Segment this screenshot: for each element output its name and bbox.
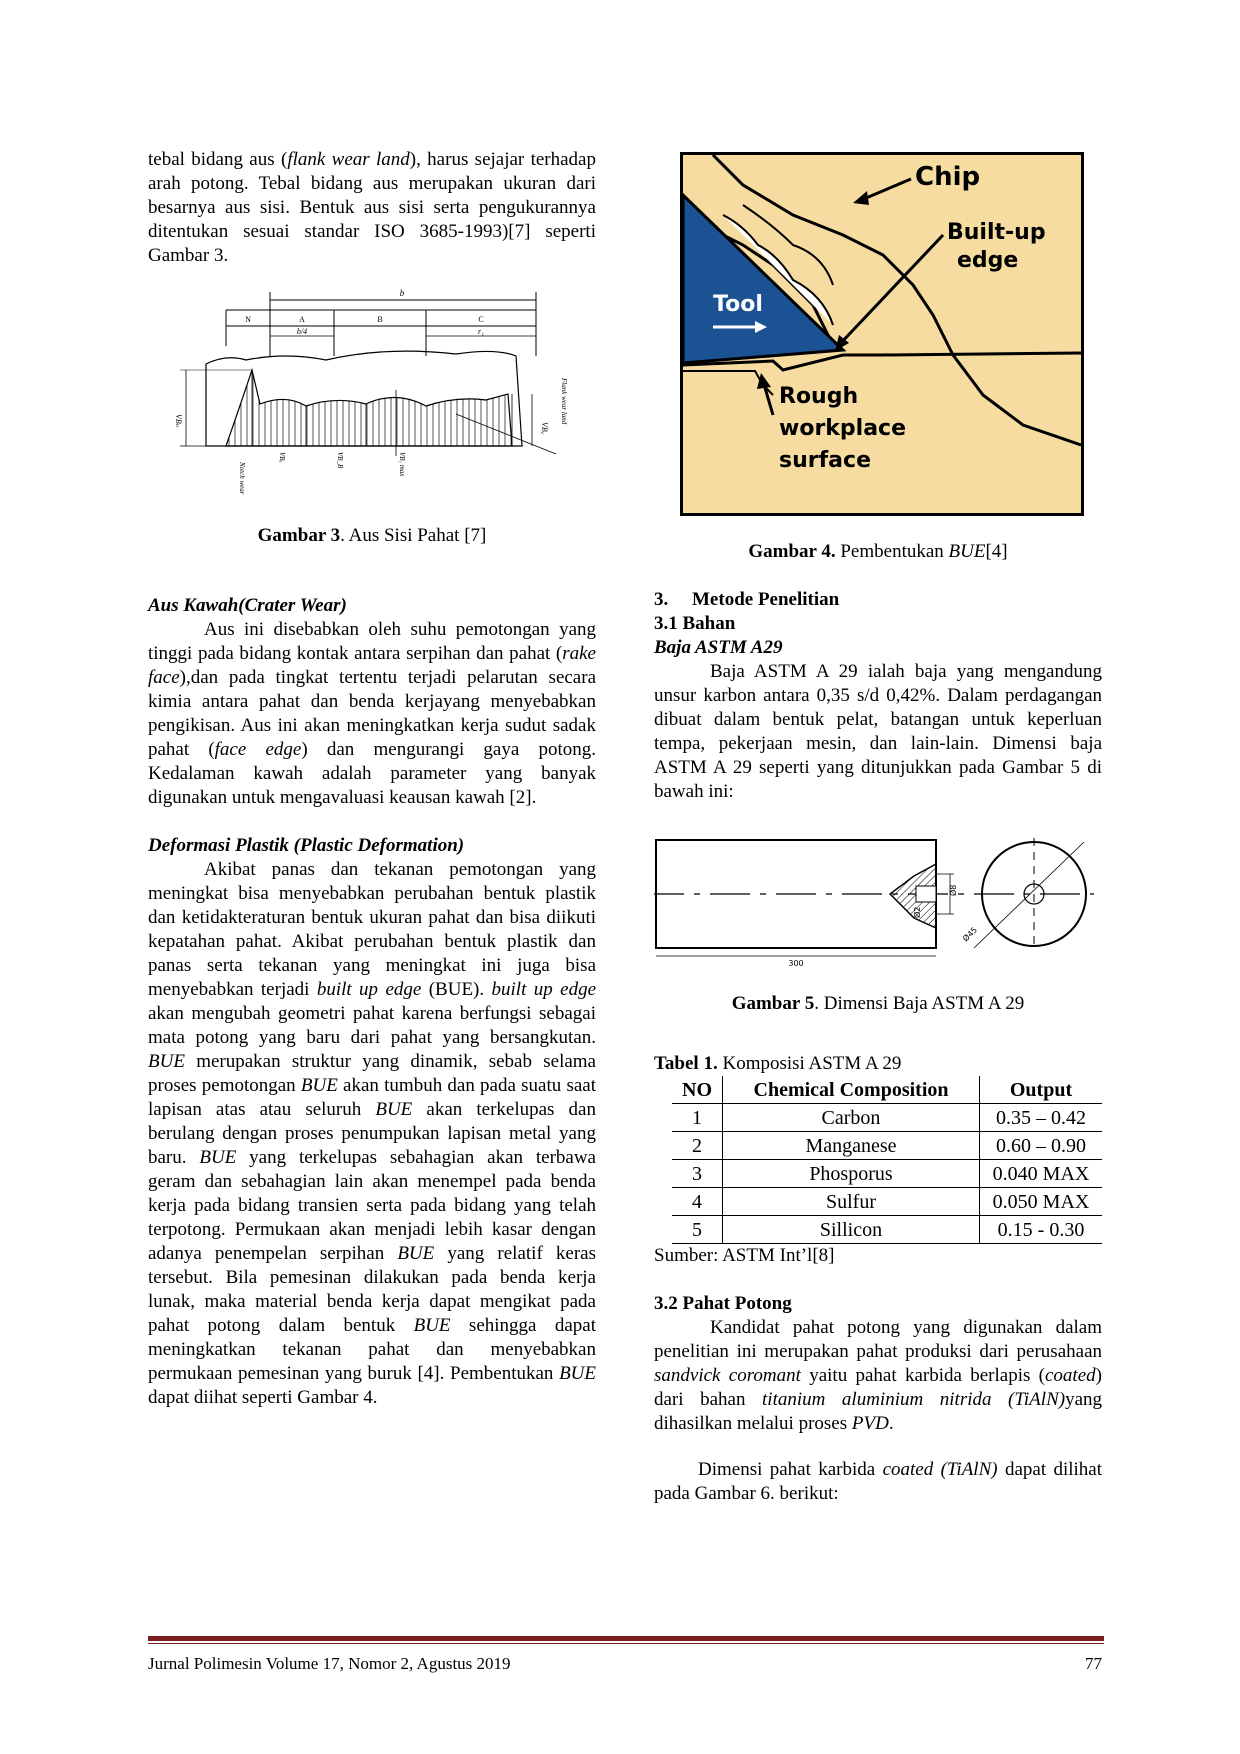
astm-drawing <box>654 838 1102 988</box>
label-b4: b/4 <box>296 327 308 336</box>
label-vbn: VBₙ <box>174 414 183 428</box>
label-flank: Flank wear land <box>560 378 568 425</box>
table-1-title: Tabel 1. Komposisi ASTM A 29 <box>654 1053 902 1074</box>
cell-element: Carbon <box>723 1104 980 1132</box>
label-vba: VBₐ <box>278 452 286 463</box>
cell-output: 0.050 MAX <box>980 1188 1103 1216</box>
crater-paragraph: Aus ini disebabkan oleh suhu pemotongan yang tinggi pada bidang kontak antara serpihan dan pahat (rake face),dan pada tingkat tertentu terjadi pelarutan secara kimia antara pahat dan benda kerjayang menyebabkan pengikisan. Aus ini akan meningkatkan kerja sudut sadak pahat (face edge) dan mengurangi gaya potong. Kedalaman kawah adalah parameter yang banyak digunakan untuk mengavaluasi keausan kawah [2]. <box>148 619 596 808</box>
label-built-up: Built-up <box>947 220 1046 245</box>
composition-table <box>672 1076 1102 1244</box>
figure-4 <box>654 152 1102 564</box>
section-31-subheading: Baja ASTM A29 <box>654 637 783 658</box>
table-row <box>672 1188 1102 1216</box>
label-vbb: VB_B <box>336 452 344 469</box>
footer-rule-thin <box>148 1643 1104 1644</box>
cell-output: 0.040 MAX <box>980 1160 1103 1188</box>
page-number: 77 <box>1085 1654 1102 1673</box>
label-a: A <box>299 315 305 324</box>
cell-no: 1 <box>672 1104 723 1132</box>
label-length: 300 <box>788 959 804 968</box>
label-vbc: VB꜀ <box>540 422 549 435</box>
right-column <box>654 148 1102 1506</box>
table-row <box>672 1216 1102 1244</box>
intro-paragraph: tebal bidang aus (flank wear land), harus sejajar terhadap arah potong. Tebal bidang aus merupakan ukuran dari besarnya aus sisi. Bentuk aus sisi serta pengukurannya ditentukan sesuai standar ISO 3685-1993)[7] seperti Gambar 3. <box>148 149 596 266</box>
section-3-heading: 3. Metode Penelitian <box>654 589 840 610</box>
section-32-heading: 3.2 Pahat Potong <box>654 1293 792 1314</box>
header-output: Output <box>980 1076 1103 1104</box>
cell-output: 0.60 – 0.90 <box>980 1132 1103 1160</box>
plastic-heading: Deformasi Plastik (Plastic Deformation) <box>148 835 465 856</box>
label-tool: Tool <box>713 292 763 317</box>
label-c: C <box>478 315 484 324</box>
label-r1: r₁ <box>478 327 484 336</box>
cell-output: 0.15 - 0.30 <box>980 1216 1103 1244</box>
label-d3: Ø45 <box>961 925 980 944</box>
label-workplace: workplace <box>779 416 907 441</box>
label-chip: Chip <box>915 162 981 192</box>
label-n: N <box>245 315 251 324</box>
cell-element: Sillicon <box>723 1216 980 1244</box>
figure-3-caption: Gambar 3. Aus Sisi Pahat [7] <box>257 525 487 546</box>
plastic-paragraph: Akibat panas dan tekanan pemotongan yang meningkat bisa menyebabkan perubahan bentuk plastik dan ketidakteraturan bentuk ukuran pahat dan bisa diikuti kepatahan pahat. Akibat perubahan bentuk plastik dan panas serta tekanan yang meningkat ini juga bisa menyebabkan terjadi built up edge (BUE). built up edge akan mengubah geometri pahat karena berfungsi sebagai mata potong yang baru dari pahat yang bersangkutan. BUE merupakan struktur yang dinamik, sebab selama proses pemotongan BUE akan tumbuh dan pada suatu saat lapisan atas atau seluruh BUE akan terkelupas dan berulang dengan proses penumpukan lapisan metal yang baru. BUE yang terkelupas sebahagian akan terbawa geram dan sebahagian lain akan menempel pada benda kerja pada bidang transien serta pada bidang yang telah terpotong. Permukaan akan menjadi lebih kasar dengan adanya penempelan serpihan BUE yang relatif keras tersebut. Bila pemesinan dilakukan pada benda kerja lunak, maka material benda kerja dapat mengikat pada pahat potong dalam bentuk BUE sehingga dapat meningkatkan tekanan pahat dan menyebabkan permukaan pemesinan yang buruk [4]. Pembentukan BUE dapat diihat seperti Gambar 4. <box>148 859 597 1408</box>
cell-element: Sulfur <box>723 1188 980 1216</box>
label-bzone: B <box>377 315 383 324</box>
section-31-paragraph: Baja ASTM A 29 ialah baja yang mengandung unsur karbon antara 0,35 s/d 0,42%. Dalam perdagangan dibuat dalam bentuk pelat, batangan untuk keperluan tempa, pekerjaan mesin, dan lain-lain. Dimensi baja ASTM A 29 seperti yang ditunjukkan pada Gambar 5 di bawah ini: <box>654 661 1102 802</box>
table-header-row <box>672 1076 1102 1104</box>
label-d2: Ø2 <box>913 906 922 918</box>
table-row <box>672 1160 1102 1188</box>
label-notch: Notch wear <box>238 462 246 495</box>
label-b: b <box>399 288 405 298</box>
header-chemical: Chemical Composition <box>723 1076 980 1104</box>
section-32-paragraph: Kandidat pahat potong yang digunakan dalam penelitian ini merupakan pahat produksi dari perusahaan sandvick coromant yaitu pahat karbida berlapis (coated) dari bahan titanium aluminium nitrida (TiAlN)yang dihasilkan melalui proses PVD. <box>654 1317 1103 1434</box>
label-edge: edge <box>957 248 1019 273</box>
left-column <box>148 148 596 1410</box>
figure-4-caption: Gambar 4. Pembentukan BUE[4] <box>748 541 1008 562</box>
label-vbmax: VB₁ max <box>398 452 406 477</box>
crater-heading: Aus Kawah(Crater Wear) <box>148 595 347 616</box>
figure-5-caption: Gambar 5. Dimensi Baja ASTM A 29 <box>731 993 1025 1014</box>
footer-rule <box>148 1636 1104 1641</box>
footer-journal: Jurnal Polimesin Volume 17, Nomor 2, Agustus 2019 <box>148 1654 511 1673</box>
flank-wear-diagram <box>156 286 596 518</box>
label-rough: Rough <box>779 384 859 409</box>
section-32-paragraph-2: Dimensi pahat karbida coated (TiAlN) dapat dilihat pada Gambar 6. berikut: <box>654 1459 1102 1504</box>
label-d1: Ø8 <box>949 884 958 896</box>
bue-diagram <box>680 152 1084 516</box>
figure-3 <box>148 286 596 548</box>
table-source: Sumber: ASTM Int’l[8] <box>654 1245 835 1266</box>
header-no: NO <box>672 1076 723 1104</box>
astm-dimension-drawing <box>654 838 1102 988</box>
table-row <box>672 1104 1102 1132</box>
cell-no: 2 <box>672 1132 723 1160</box>
label-surface: surface <box>779 448 871 473</box>
flank-wear-drawing <box>156 286 596 518</box>
cell-no: 5 <box>672 1216 723 1244</box>
cell-output: 0.35 – 0.42 <box>980 1104 1103 1132</box>
table-row <box>672 1132 1102 1160</box>
bue-drawing <box>683 155 1081 513</box>
cell-no: 3 <box>672 1160 723 1188</box>
cell-element: Phosporus <box>723 1160 980 1188</box>
section-31-heading: 3.1 Bahan <box>654 613 736 634</box>
cell-no: 4 <box>672 1188 723 1216</box>
figure-5 <box>654 838 1102 1016</box>
cell-element: Manganese <box>723 1132 980 1160</box>
